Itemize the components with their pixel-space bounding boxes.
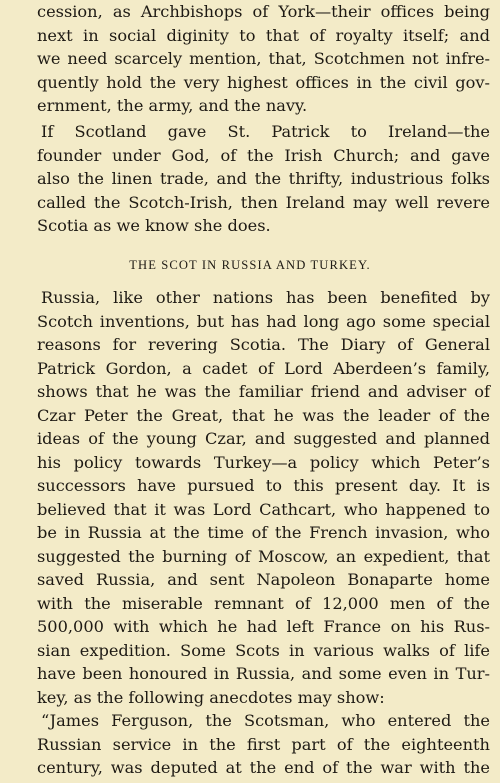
paragraph-scot-in-russia <box>37 286 490 709</box>
paragraph-james-ferguson <box>37 709 490 780</box>
text-line: “James Ferguson, the Scotsman, who entered the <box>41 711 490 730</box>
text-line: ernment, the army, and the navy. <box>37 96 308 115</box>
text-line: have been honoured in Russia, and some even in Tur- <box>37 664 490 683</box>
text-line: quently hold the very highest offices in the civil gov- <box>37 72 490 92</box>
text-line: called the Scotch-Irish, then Ireland may well revere <box>37 192 490 212</box>
text-line: shows that he was the familiar friend and adviser of <box>37 382 490 401</box>
text-line: Patrick Gordon, a cadet of Lord Aberdeen’s family, <box>37 358 490 378</box>
text-line: Scotia as we know she does. <box>37 216 271 235</box>
text-line: ideas of the young Czar, and suggested and planned <box>37 429 490 448</box>
text-line: century, was deputed at the end of the war with the <box>37 758 490 777</box>
text-line: cession, as Archbishops of York—their offices being <box>37 2 490 21</box>
paragraph-scotland-ireland <box>37 120 490 238</box>
text-line: Czar Peter the Great, that he was the leader of the <box>37 405 490 425</box>
paragraph-continuation <box>37 0 490 118</box>
text-line: successors have pursued to this present day. It is <box>37 476 490 495</box>
text-line: If Scotland gave St. Patrick to Ireland—the <box>41 122 490 141</box>
section-heading: THE SCOT IN RUSSIA AND TURKEY. <box>129 258 371 272</box>
text-line: sian expedition. Some Scots in various walks of life <box>37 640 490 660</box>
text-line: founder under God, of the Irish Church; and gave <box>37 145 490 165</box>
text-line: with the miserable remnant of 12,000 men of the <box>37 593 490 613</box>
text-line: Russian service in the first part of the eighteenth <box>37 734 490 754</box>
text-line: his policy towards Turkey—a policy which Peter’s <box>37 452 490 472</box>
text-line: suggested the burning of Moscow, an expedient, that <box>37 546 490 566</box>
text-line: be in Russia at the time of the French invasion, who <box>37 523 490 542</box>
text-line: believed that it was Lord Cathcart, who happened to <box>37 499 490 519</box>
text-line: reasons for revering Scotia. The Diary of General <box>37 335 490 354</box>
text-line: saved Russia, and sent Napoleon Bonaparte home <box>37 570 490 589</box>
text-line: next in social diginity to that of royalty itself; and <box>37 25 490 45</box>
text-line: 500,000 with which he had left France on his Rus- <box>37 617 490 636</box>
text-line: Scotch inventions, but has had long ago some special <box>37 311 490 331</box>
text-line: key, as the following anecdotes may show: <box>37 687 385 707</box>
text-line: also the linen trade, and the thrifty, industrious folks <box>37 169 490 188</box>
text-line: Russia, like other nations has been benefited by <box>41 288 490 307</box>
text-line: we need scarcely mention, that, Scotchmen not infre- <box>37 49 490 68</box>
